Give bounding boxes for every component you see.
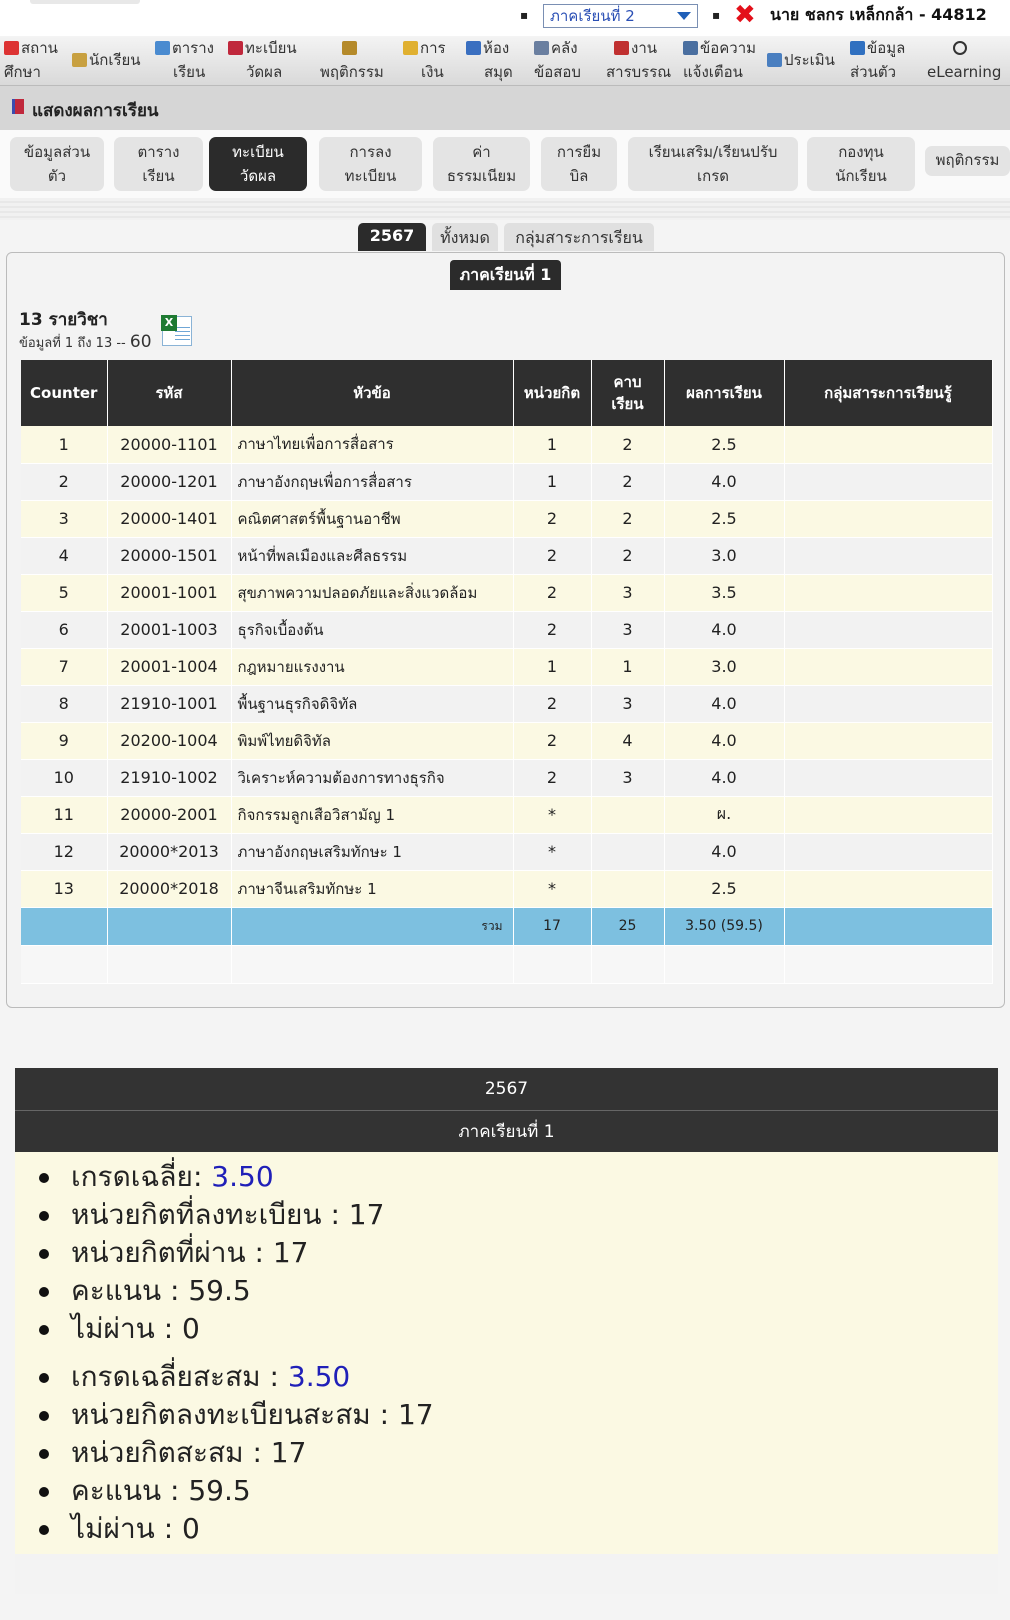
tab-personal-info[interactable] (10, 137, 104, 191)
cell-periods: 3 (591, 759, 664, 796)
menu-label: คลัง (551, 39, 578, 57)
term-select[interactable] (543, 4, 698, 28)
tab-label: การลง (349, 143, 392, 161)
menu-label: ข้อสอบ (534, 63, 581, 81)
cell-periods: 4 (591, 722, 664, 759)
cumulative-registered-item: หน่วยกิตลงทะเบียนสะสม : 17 (25, 1396, 998, 1434)
cell-code: 20000-1401 (107, 500, 231, 537)
table-row (21, 574, 992, 611)
score-item: คะแนน : 59.5 (25, 1272, 998, 1310)
tab-fees[interactable] (433, 137, 530, 191)
menu-label: นักเรียน (89, 51, 141, 69)
tab-learning-area[interactable]: กลุ่มสาระการเรียน (504, 223, 654, 251)
tab-bill-loan[interactable] (541, 137, 617, 191)
cell-empty (591, 945, 664, 983)
subject-count: 13 รายวิชา (19, 310, 108, 330)
table-row (21, 611, 992, 648)
table-row (21, 500, 992, 537)
cell-periods: 2 (591, 537, 664, 574)
main-menu (0, 36, 1010, 86)
cell-credits: 1 (513, 648, 591, 685)
table-row (21, 463, 992, 500)
table-empty-row (21, 945, 992, 983)
tab-label: เรียนเสริม/เรียนปรับ (648, 143, 778, 161)
cell-counter: 2 (21, 463, 107, 500)
cell-counter: 9 (21, 722, 107, 759)
table-header-row (21, 360, 992, 426)
money-icon (403, 41, 418, 55)
cell-result: 4.0 (664, 611, 784, 648)
tab-behavior[interactable] (925, 146, 1010, 176)
table-row (21, 796, 992, 833)
total-label: รวม (231, 907, 513, 945)
cumulative-gpa-label: เกรดเฉลี่ยสะสม : (71, 1360, 279, 1393)
sub-tabs (0, 130, 1010, 198)
cell-subject: กฎหมายแรงงาน (231, 648, 513, 685)
cell-code: 20000*2013 (107, 833, 231, 870)
tab-label: ตาราง (137, 143, 180, 161)
menu-label: งาน (631, 39, 658, 57)
cell-code: 20001-1004 (107, 648, 231, 685)
cumulative-gpa-value: 3.50 (287, 1360, 351, 1393)
menu-institution[interactable] (4, 36, 58, 86)
menu-finance[interactable] (403, 36, 446, 86)
cell-credits: 1 (513, 426, 591, 463)
cell-periods: 2 (591, 500, 664, 537)
cell-credits: * (513, 796, 591, 833)
cell-learning-area (784, 833, 992, 870)
profile-icon (850, 41, 865, 55)
cell-result: 4.0 (664, 463, 784, 500)
tab-enrollment[interactable] (319, 137, 422, 191)
column-header[interactable]: กลุ่มสาระการเรียนรู้ (784, 360, 992, 426)
close-icon[interactable]: ✖ (734, 0, 756, 30)
cell-subject: ภาษาไทยเพื่อการสื่อสาร (231, 426, 513, 463)
bullet-icon: ▪ (520, 8, 529, 22)
term-select-value: ภาคเรียนที่ 2 (550, 7, 635, 25)
cell-subject: ภาษาอังกฤษเพื่อการสื่อสาร (231, 463, 513, 500)
cell-subject: คณิตศาสตร์พื้นฐานอาชีพ (231, 500, 513, 537)
cell-subject: พื้นฐานธุรกิจดิจิทัล (231, 685, 513, 722)
cell-code: 20200-1004 (107, 722, 231, 759)
cell-learning-area (784, 759, 992, 796)
menu-label: ข้อมูล (867, 39, 906, 57)
cell-result: 4.0 (664, 722, 784, 759)
cell-empty (21, 945, 107, 983)
section-header (0, 86, 1010, 130)
total-credits: 17 (513, 907, 591, 945)
menu-label: เรียน (173, 63, 206, 81)
tab-all[interactable]: ทั้งหมด (432, 223, 498, 251)
clipboard-icon (534, 41, 549, 55)
cell-subject: วิเคราะห์ความต้องการทางธุรกิจ (231, 759, 513, 796)
cell-result: 4.0 (664, 833, 784, 870)
table-total-row (21, 907, 992, 945)
menu-timetable[interactable] (155, 36, 214, 86)
cell-subject: กิจกรรมลูกเสือวิสามัญ 1 (231, 796, 513, 833)
menu-exam-bank[interactable] (534, 36, 581, 86)
excel-export-icon[interactable]: X (162, 316, 192, 346)
tab-label: นักเรียน (835, 167, 887, 185)
cell-subject: ภาษาอังกฤษเสริมทักษะ 1 (231, 833, 513, 870)
top-bar (0, 0, 1010, 36)
total-result: 3.50 (59.5) (664, 907, 784, 945)
summary-list (15, 1152, 998, 1548)
tab-label: กองทุน (838, 143, 884, 161)
cell-periods: 2 (591, 463, 664, 500)
cell-empty (784, 945, 992, 983)
tab-label: การยืม (556, 143, 602, 161)
table-row (21, 833, 992, 870)
cell-subject: หน้าที่พลเมืองและศีลธรรม (231, 537, 513, 574)
cell-credits: 2 (513, 722, 591, 759)
cumulative-failed-item: ไม่ผ่าน : 0 (25, 1510, 998, 1548)
cell-code: 20000-1201 (107, 463, 231, 500)
tab-year-2567[interactable]: 2567 (358, 223, 426, 251)
cell-code: 20001-1001 (107, 574, 231, 611)
cell-learning-area (784, 426, 992, 463)
cell-result: 3.5 (664, 574, 784, 611)
cell-code: 20000*2018 (107, 870, 231, 907)
bullet-icon: ▪ (712, 8, 721, 22)
cell-credits: * (513, 870, 591, 907)
book-icon (228, 41, 243, 55)
summary-body (15, 1152, 998, 1554)
cumulative-score-item: คะแนน : 59.5 (25, 1472, 998, 1510)
menu-profile[interactable] (850, 36, 905, 86)
cell-credits: 1 (513, 463, 591, 500)
cell-code: 21910-1001 (107, 685, 231, 722)
column-header[interactable]: คาบ เรียน (591, 360, 664, 426)
tab-label: บิล (569, 167, 589, 185)
section-title: แสดงผลการเรียน (32, 101, 159, 121)
cell-credits: 2 (513, 685, 591, 722)
gpa-label: เกรดเฉลี่ย: (71, 1160, 203, 1193)
record-range-text: ข้อมูลที่ 1 ถึง 13 -- (19, 336, 126, 351)
cell-code: 20001-1003 (107, 611, 231, 648)
tab-registration-results[interactable] (209, 137, 307, 191)
divider (0, 198, 1010, 220)
menu-label: การ (420, 39, 446, 57)
menu-label: ข้อความ (700, 39, 757, 57)
cell-empty (231, 945, 513, 983)
table-row (21, 537, 992, 574)
cell-empty (107, 907, 231, 945)
cell-learning-area (784, 537, 992, 574)
cell-subject: ธุรกิจเบื้องต้น (231, 611, 513, 648)
user-name: นาย ชลกร เหล็กกล้า - 44812 (770, 5, 987, 24)
menu-label: eLearning (927, 63, 1002, 81)
table-row (21, 685, 992, 722)
menu-notifications[interactable] (683, 36, 756, 86)
cell-periods: 3 (591, 574, 664, 611)
chevron-down-icon (677, 12, 691, 20)
library-icon (466, 41, 481, 55)
cell-learning-area (784, 870, 992, 907)
cell-code: 20000-2001 (107, 796, 231, 833)
logo (30, 0, 140, 4)
menu-label: สมุด (484, 63, 513, 81)
cell-learning-area (784, 611, 992, 648)
cell-periods: 1 (591, 648, 664, 685)
cell-periods (591, 833, 664, 870)
cell-learning-area (784, 648, 992, 685)
cell-result: 3.0 (664, 648, 784, 685)
cell-periods: 3 (591, 685, 664, 722)
column-header[interactable]: Counter (21, 360, 107, 426)
cell-result: 2.5 (664, 426, 784, 463)
tab-label: พฤติกรรม (935, 151, 1000, 169)
failed-item: ไม่ผ่าน : 0 (25, 1310, 998, 1348)
menu-label: ตาราง (172, 39, 214, 57)
cell-empty (513, 945, 591, 983)
cell-credits: 2 (513, 537, 591, 574)
cumulative-gpa-item (25, 1358, 998, 1396)
cell-periods: 3 (591, 611, 664, 648)
cell-counter: 3 (21, 500, 107, 537)
tab-label: เกรด (696, 167, 729, 185)
tab-label: เรียน (142, 167, 175, 185)
menu-documents[interactable] (606, 36, 671, 86)
passed-credits-item: หน่วยกิตที่ผ่าน : 17 (25, 1234, 998, 1272)
gpa-item (25, 1158, 998, 1196)
evaluation-icon (767, 53, 782, 67)
cell-learning-area (784, 500, 992, 537)
cell-counter: 5 (21, 574, 107, 611)
elearning-icon (953, 41, 967, 55)
summary-footer (15, 1554, 998, 1594)
cell-result: 4.0 (664, 759, 784, 796)
registered-credits-item: หน่วยกิตที่ลงทะเบียน : 17 (25, 1196, 998, 1234)
menu-elearning[interactable] (927, 36, 1001, 86)
cell-learning-area (784, 574, 992, 611)
cell-empty (784, 907, 992, 945)
menu-label: สถาน (21, 39, 58, 57)
cell-periods (591, 870, 664, 907)
cell-credits: 2 (513, 611, 591, 648)
cell-code: 20000-1101 (107, 426, 231, 463)
cell-credits: 2 (513, 574, 591, 611)
record-range (19, 332, 152, 353)
cell-result: 2.5 (664, 500, 784, 537)
table-row (21, 759, 992, 796)
column-header[interactable]: รหัส (107, 360, 231, 426)
cell-counter: 1 (21, 426, 107, 463)
cell-learning-area (784, 685, 992, 722)
mail-icon (614, 41, 629, 55)
menu-label: ทะเบียน (245, 39, 297, 57)
calendar-icon (155, 41, 170, 55)
cell-result: ผ. (664, 796, 784, 833)
cell-counter: 6 (21, 611, 107, 648)
menu-label: พฤติกรรม (320, 63, 384, 81)
cell-counter: 8 (21, 685, 107, 722)
cell-empty (664, 945, 784, 983)
cell-counter: 11 (21, 796, 107, 833)
cell-subject: สุขภาพความปลอดภัยและสิ่งแวดล้อม (231, 574, 513, 611)
notification-icon (683, 41, 698, 55)
tab-timetable[interactable] (114, 137, 203, 191)
tab-label: ตัว (47, 167, 67, 185)
cell-counter: 10 (21, 759, 107, 796)
tab-label: ค่า (472, 143, 491, 161)
cell-credits: 2 (513, 500, 591, 537)
cell-counter: 13 (21, 870, 107, 907)
cell-counter: 4 (21, 537, 107, 574)
column-header[interactable]: ผลการเรียน (664, 360, 784, 426)
cell-periods: 2 (591, 426, 664, 463)
tab-label: วัดผล (239, 167, 277, 185)
tab-label: ธรรมเนียม (446, 167, 517, 185)
summary-term: ภาคเรียนที่ 1 (15, 1110, 998, 1152)
menu-label: ส่วนตัว (850, 63, 896, 81)
cell-counter: 12 (21, 833, 107, 870)
tab-student-fund[interactable] (807, 137, 915, 191)
grades-table (21, 360, 993, 984)
cell-periods (591, 796, 664, 833)
cumulative-credits-item: หน่วยกิตสะสม : 17 (25, 1434, 998, 1472)
table-row (21, 722, 992, 759)
cell-subject: พิมพ์ไทยดิจิทัล (231, 722, 513, 759)
column-header[interactable]: หน่วยกิต (513, 360, 591, 426)
gpa-value: 3.50 (211, 1160, 274, 1193)
table-row (21, 426, 992, 463)
summary-year: 2567 (15, 1068, 998, 1110)
menu-label: แจ้งเตือน (683, 63, 743, 81)
tab-label: ข้อมูลส่วน (23, 143, 91, 161)
cell-result: 4.0 (664, 685, 784, 722)
tab-label: ทะเบียน (344, 167, 397, 185)
cell-counter: 7 (21, 648, 107, 685)
table-row (21, 648, 992, 685)
cell-learning-area (784, 463, 992, 500)
menu-label: วัดผล (246, 63, 283, 81)
total-periods: 25 (591, 907, 664, 945)
tab-term-1[interactable]: ภาคเรียนที่ 1 (450, 260, 561, 290)
cell-subject: ภาษาจีนเสริมทักษะ 1 (231, 870, 513, 907)
record-total: 60 (129, 332, 152, 352)
menu-behavior[interactable] (320, 36, 384, 86)
tab-remedial[interactable] (628, 137, 798, 191)
cell-learning-area (784, 796, 992, 833)
cell-result: 3.0 (664, 537, 784, 574)
menu-library[interactable] (466, 36, 513, 86)
cell-result: 2.5 (664, 870, 784, 907)
menu-label: ห้อง (483, 39, 510, 57)
home-icon (4, 41, 19, 55)
table-row (21, 870, 992, 907)
menu-registration[interactable] (228, 36, 297, 86)
menu-label: ประเมิน (784, 51, 835, 69)
menu-label: เงิน (421, 63, 444, 81)
students-icon (72, 53, 87, 67)
cell-empty (107, 945, 231, 983)
scale-icon (342, 41, 357, 55)
cell-credits: * (513, 833, 591, 870)
cell-empty (21, 907, 107, 945)
column-header[interactable]: หัวข้อ (231, 360, 513, 426)
cell-learning-area (784, 722, 992, 759)
menu-label: ศึกษา (4, 63, 41, 81)
tab-label: ทะเบียน (232, 143, 284, 161)
menu-label: สารบรรณ (606, 63, 672, 81)
cell-code: 20000-1501 (107, 537, 231, 574)
cell-code: 21910-1002 (107, 759, 231, 796)
book-icon (12, 99, 24, 114)
cell-credits: 2 (513, 759, 591, 796)
